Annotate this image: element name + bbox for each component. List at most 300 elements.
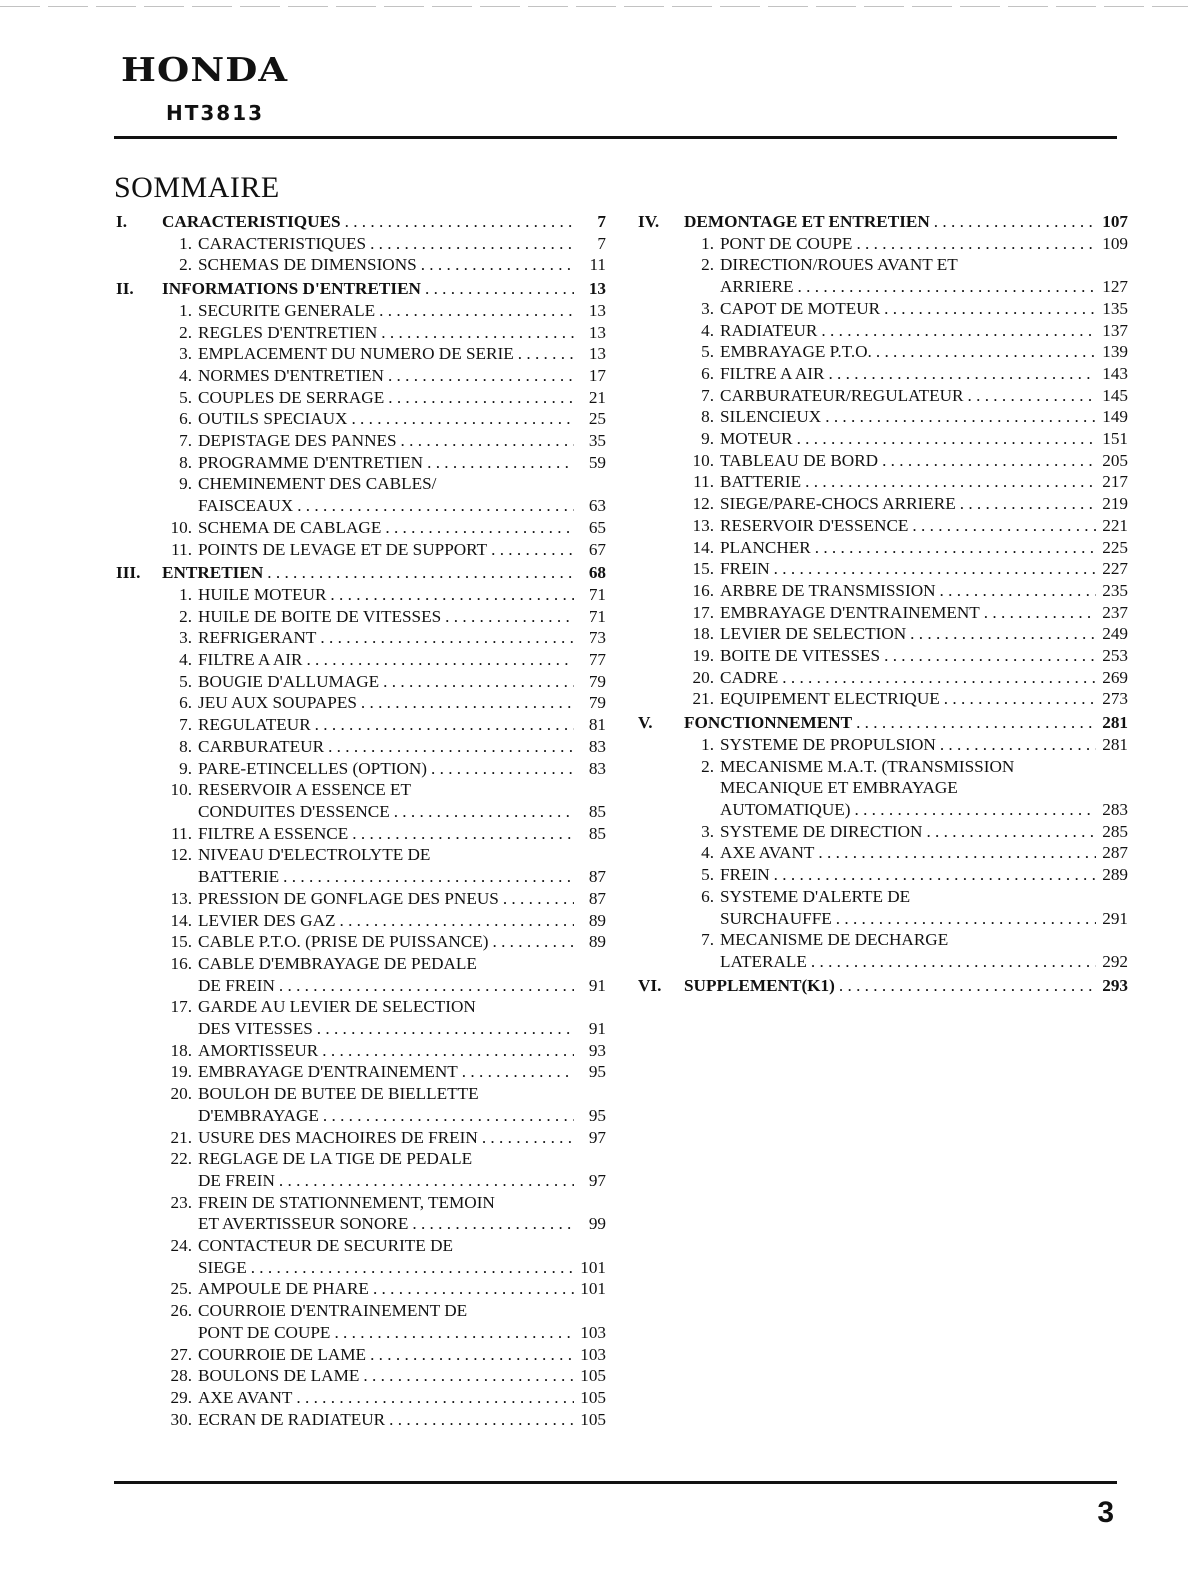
dot-leader [348,823,574,845]
toc-entry [116,692,606,714]
page-ref: 79 [588,671,606,691]
toc-right-column [638,209,1128,996]
page-ref: 13 [588,344,606,364]
entry-title: SCHEMAS DE DIMENSIONS [198,255,417,275]
entry-number: 21. [692,689,714,709]
toc-entry [116,1018,606,1040]
section-numeral: V. [638,713,653,733]
toc-entry [638,929,1128,951]
toc-entry [638,688,1128,710]
entry-title: REGULATEUR [198,715,311,735]
dot-leader [807,951,1096,973]
toc-entry [116,975,606,997]
toc-entry [116,430,606,452]
toc-section [116,278,606,300]
dot-leader [908,515,1096,537]
entry-number: 25. [170,1279,192,1299]
dot-leader [488,931,574,953]
toc-entry [116,1365,606,1387]
entry-number: 16. [692,580,714,600]
page-ref: 65 [588,517,606,537]
entry-title: PLANCHER [720,537,811,557]
toc-entry [638,406,1128,428]
toc-entry [116,953,606,975]
toc-entry [116,1192,606,1214]
toc-entry [638,602,1128,624]
entry-number: 10. [170,517,192,537]
dot-leader [417,254,574,276]
entry-number: 7. [701,930,714,950]
page-ref: 293 [1102,975,1128,995]
page-ref: 7 [597,212,606,231]
entry-title: AMPOULE DE PHARE [198,1279,369,1299]
dot-leader [275,1170,574,1192]
entry-title: BOITE DE VITESSES [720,646,881,666]
entry-title: HUILE MOTEUR [198,584,327,604]
entry-title: BOULOH DE BUTEE DE BIELLETTE [198,1084,479,1104]
dot-leader [964,385,1096,407]
entry-number: 11. [171,539,192,559]
entry-title: REGLES D'ENTRETIEN [198,322,378,342]
page-ref: 101 [580,1257,606,1277]
toc-entry [116,1040,606,1062]
entry-title: COURROIE DE LAME [198,1344,367,1364]
toc-entry [116,1257,606,1279]
entry-title: ET AVERTISSEUR SONORE [198,1214,409,1234]
page-ref: 13 [588,322,606,342]
entry-number: 9. [179,758,192,778]
entry-number: 10. [692,450,714,470]
entry-title: SCHEMA DE CABLAGE [198,517,382,537]
page-ref: 149 [1102,407,1128,427]
page-ref: 67 [588,539,606,559]
dot-leader [263,562,574,584]
page-ref: 91 [588,1019,606,1039]
page-ref: 143 [1102,363,1128,383]
toc-entry [116,779,606,801]
page-ref: 103 [580,1344,606,1364]
entry-title: TABLEAU DE BORD [720,450,879,470]
page-number: 3 [1097,1496,1114,1529]
entry-title: BATTERIE [720,472,802,492]
entry-title: BOUGIE D'ALLUMAGE [198,671,380,691]
entry-title: DE FREIN [198,1170,275,1190]
entry-number: 28. [170,1366,192,1386]
dot-leader [852,233,1096,255]
toc-entry [638,799,1128,821]
entry-number: 6. [701,363,714,383]
entry-number: 1. [179,233,192,253]
toc-entry [638,558,1128,580]
page-ref: 103 [580,1322,606,1342]
toc-entry [638,450,1128,472]
entry-title: PONT DE COUPE [198,1322,331,1342]
entry-number: 2. [179,255,192,275]
entry-number: 24. [170,1236,192,1256]
dot-leader [770,864,1096,886]
section-numeral: I. [116,212,127,231]
entry-title: SURCHAUFFE [720,908,832,928]
page-ref: 281 [1102,713,1128,733]
entry-number: 20. [692,667,714,687]
entry-number: 4. [701,843,714,863]
toc-entry [116,408,606,430]
dot-leader [347,408,574,430]
entry-title: COUPLES DE SERRAGE [198,387,385,407]
dot-leader [316,627,574,649]
toc-entry [638,667,1128,689]
entry-number: 4. [179,365,192,385]
toc-entry [116,1387,606,1409]
page-ref: 217 [1102,472,1128,492]
section-numeral: IV. [638,212,660,231]
toc-section [116,562,606,584]
page-ref: 289 [1102,865,1128,885]
entry-number: 14. [170,910,192,930]
toc-entry [116,473,606,495]
entry-title: SYSTEME D'ALERTE DE [720,886,911,906]
page-ref: 89 [588,910,606,930]
entry-number: 3. [701,821,714,841]
page-ref: 281 [1102,734,1128,754]
page-ref: 99 [588,1214,606,1234]
entry-number: 5. [701,342,714,362]
entry-number: 2. [701,756,714,776]
entry-number: 13. [692,515,714,535]
page-ref: 269 [1102,667,1128,687]
page-ref: 91 [588,975,606,995]
dot-leader [366,233,574,255]
entry-title: SYSTEME DE DIRECTION [720,821,923,841]
page-ref: 237 [1102,602,1128,622]
entry-title: ARBRE DE TRANSMISSION [720,580,936,600]
entry-title: DES VITESSES [198,1019,313,1039]
toc-entry [116,300,606,322]
entry-title: ARRIERE [720,277,794,297]
toc-entry [638,254,1128,276]
entry-title: EMPLACEMENT DU NUMERO DE SERIE [198,344,514,364]
toc-entry [116,1105,606,1127]
toc-entry [638,493,1128,515]
entry-title: ECRAN DE RADIATEUR [198,1409,386,1429]
top-scan-rule [0,6,1188,7]
toc-entry [116,233,606,255]
toc-entry [116,996,606,1018]
entry-title: SIEGE/PARE-CHOCS ARRIERE [720,494,956,514]
toc-entry [116,823,606,845]
entry-number: 4. [701,320,714,340]
page-ref: 17 [588,365,606,385]
entry-number: 11. [171,823,192,843]
entry-title: FREIN [720,865,770,885]
toc-entry [116,322,606,344]
entry-title: PROGRAMME D'ENTRETIEN [198,452,424,472]
page-ref: 11 [589,255,606,275]
dot-leader [824,363,1096,385]
section-title: INFORMATIONS D'ENTRETIEN [162,279,421,299]
dot-leader [478,1127,574,1149]
section-title: CARACTERISTIQUES [162,212,341,231]
entry-number: 9. [701,429,714,449]
entry-number: 5. [701,865,714,885]
section-numeral: II. [116,279,134,299]
page-ref: 85 [588,823,606,843]
toc-entry [116,1127,606,1149]
entry-number: 3. [179,344,192,364]
page-ref: 63 [588,496,606,516]
page-ref: 151 [1102,429,1128,449]
entry-title: EMBRAYAGE P.T.O. [720,342,872,362]
page-ref: 285 [1102,821,1128,841]
dot-leader [832,908,1096,930]
entry-number: 16. [170,953,192,973]
page-ref: 83 [588,736,606,756]
dot-leader [359,1365,574,1387]
entry-number: 19. [692,646,714,666]
dot-leader [499,888,574,910]
page-ref: 137 [1102,320,1128,340]
page-ref: 235 [1102,580,1128,600]
entry-title: REGLAGE DE LA TIGE DE PEDALE [198,1149,473,1169]
dot-leader [381,517,574,539]
toc-entry [116,714,606,736]
entry-number: 21. [170,1127,192,1147]
dot-leader [880,298,1096,320]
entry-number: 10. [170,780,192,800]
toc-entry [116,1344,606,1366]
page-ref: 83 [588,758,606,778]
page-ref: 71 [588,606,606,626]
toc-entry [116,343,606,365]
toc-entry [638,515,1128,537]
toc-entry [638,734,1128,756]
dot-leader [313,1018,574,1040]
footer-rule [114,1481,1117,1484]
dot-leader [930,211,1096,233]
section-title: DEMONTAGE ET ENTRETIEN [684,212,930,231]
page-ref: 7 [597,233,606,253]
dot-leader [292,1387,574,1409]
entry-number: 1. [179,300,192,320]
dot-leader [302,649,574,671]
entry-number: 1. [701,233,714,253]
page-ref: 97 [588,1127,606,1147]
dot-leader [311,714,574,736]
toc-entry [116,866,606,888]
toc-entry [116,801,606,823]
dot-leader [936,580,1096,602]
dot-leader [385,1409,574,1431]
dot-leader [390,801,574,823]
entry-title: D'EMBRAYAGE [198,1105,319,1125]
dot-leader [956,493,1096,515]
page-ref: 85 [588,801,606,821]
entry-title: AMORTISSEUR [198,1040,319,1060]
entry-number: 11. [693,472,714,492]
entry-title: COURROIE D'ENTRAINEMENT DE [198,1301,468,1321]
page-ref: 89 [588,932,606,952]
toc-entry [638,821,1128,843]
page-ref: 135 [1102,298,1128,318]
toc-entry [638,886,1128,908]
toc-entry [638,908,1128,930]
entry-title: CABLE P.T.O. (PRISE DE PUISSANCE) [198,932,489,952]
toc-section [638,712,1128,734]
toc-entry [638,298,1128,320]
toc-entry [638,428,1128,450]
section-numeral: VI. [638,975,662,995]
toc-entry [116,1061,606,1083]
dot-leader [514,343,574,365]
toc-entry [638,645,1128,667]
entry-title: USURE DES MACHOIRES DE FREIN [198,1127,478,1147]
dot-leader [279,866,574,888]
page-ref: 227 [1102,559,1128,579]
section-title: FONCTIONNEMENT [684,713,853,733]
entry-title: SYSTEME DE PROPULSION [720,734,936,754]
page-ref: 105 [580,1366,606,1386]
page-ref: 221 [1102,515,1128,535]
entry-number: 4. [179,650,192,670]
toc-entry [638,623,1128,645]
entry-title: CONTACTEUR DE SECURITE DE [198,1236,453,1256]
toc-entry [638,951,1128,973]
entry-title: MECANIQUE ET EMBRAYAGE [720,778,958,798]
entry-number: 29. [170,1387,192,1407]
page-ref: 81 [588,715,606,735]
page-ref: 253 [1102,646,1128,666]
page-ref: 139 [1102,342,1128,362]
toc-entry [116,736,606,758]
entry-number: 5. [179,387,192,407]
entry-number: 15. [692,559,714,579]
entry-title: FILTRE A AIR [198,650,303,670]
page-ref: 79 [588,693,606,713]
page-title: SOMMAIRE [114,171,280,205]
entry-title: RADIATEUR [720,320,818,340]
entry-number: 2. [179,606,192,626]
dot-leader [441,606,574,628]
page-ref: 225 [1102,537,1128,557]
page-ref: 25 [588,409,606,429]
page-ref: 287 [1102,843,1128,863]
entry-number: 8. [701,407,714,427]
entry-number: 23. [170,1192,192,1212]
entry-number: 2. [701,255,714,275]
entry-number: 22. [170,1149,192,1169]
entry-number: 5. [179,671,192,691]
entry-title: CABLE D'EMBRAYAGE DE PEDALE [198,953,477,973]
page-ref: 273 [1102,689,1128,709]
toc-entry [116,495,606,517]
page-ref: 205 [1102,450,1128,470]
entry-title: NORMES D'ENTRETIEN [198,365,384,385]
dot-leader [427,758,574,780]
entry-number: 19. [170,1062,192,1082]
entry-title: RESERVOIR A ESSENCE ET [198,780,412,800]
page-ref: 101 [580,1279,606,1299]
dot-leader [458,1061,574,1083]
entry-number: 6. [179,693,192,713]
dot-leader [980,602,1096,624]
header-rule [114,136,1117,139]
page-ref: 95 [588,1105,606,1125]
entry-number: 8. [179,736,192,756]
page-ref: 35 [588,431,606,451]
entry-title: EMBRAYAGE D'ENTRAINEMENT [198,1062,458,1082]
entry-title: FREIN DE STATIONNEMENT, TEMOIN [198,1192,495,1212]
entry-title: AUTOMATIQUE) [720,799,851,819]
dot-leader [384,387,574,409]
dot-leader [397,430,574,452]
toc-entry [116,758,606,780]
entry-title: CONDUITES D'ESSENCE [198,801,390,821]
dot-leader [936,734,1096,756]
dot-leader [335,910,574,932]
dot-leader [794,276,1096,298]
dot-leader [850,799,1096,821]
dot-leader [423,452,574,474]
page-ref: 21 [588,387,606,407]
toc-entry [116,517,606,539]
page-ref: 87 [588,888,606,908]
dot-leader [324,736,574,758]
dot-leader [330,1322,574,1344]
toc-entry [116,1409,606,1431]
entry-number: 26. [170,1301,192,1321]
toc-entry [116,539,606,561]
dot-leader [408,1213,574,1235]
toc-entry [116,931,606,953]
toc-entry [116,606,606,628]
page-ref: 77 [588,650,606,670]
entry-number: 7. [179,715,192,735]
page-ref: 127 [1102,277,1128,297]
toc-entry [116,888,606,910]
entry-number: 13. [170,888,192,908]
dot-leader [487,539,574,561]
entry-title: FILTRE A AIR [720,363,825,383]
entry-number: 18. [692,624,714,644]
entry-number: 18. [170,1040,192,1060]
entry-number: 20. [170,1084,192,1104]
page-ref: 95 [588,1062,606,1082]
toc-entry [116,452,606,474]
toc-entry [116,584,606,606]
entry-title: POINTS DE LEVAGE ET DE SUPPORT [198,539,488,559]
toc-section [638,975,1128,997]
entry-number: 17. [170,997,192,1017]
entry-title: FREIN [720,559,770,579]
entry-title: DIRECTION/ROUES AVANT ET [720,255,958,275]
dot-leader [341,211,574,233]
page-ref: 68 [588,563,606,583]
dot-leader [817,320,1096,342]
page-ref: 109 [1102,233,1128,253]
page-ref: 59 [588,452,606,472]
toc-entry [116,844,606,866]
entry-number: 9. [179,474,192,494]
toc-entry [638,385,1128,407]
entry-number: 6. [701,886,714,906]
toc-entry [638,864,1128,886]
dot-leader [379,671,574,693]
dot-leader [793,428,1096,450]
entry-title: CARBURATEUR/REGULATEUR [720,385,964,405]
toc-entry [116,1170,606,1192]
toc-entry [116,254,606,276]
toc-entry [638,341,1128,363]
